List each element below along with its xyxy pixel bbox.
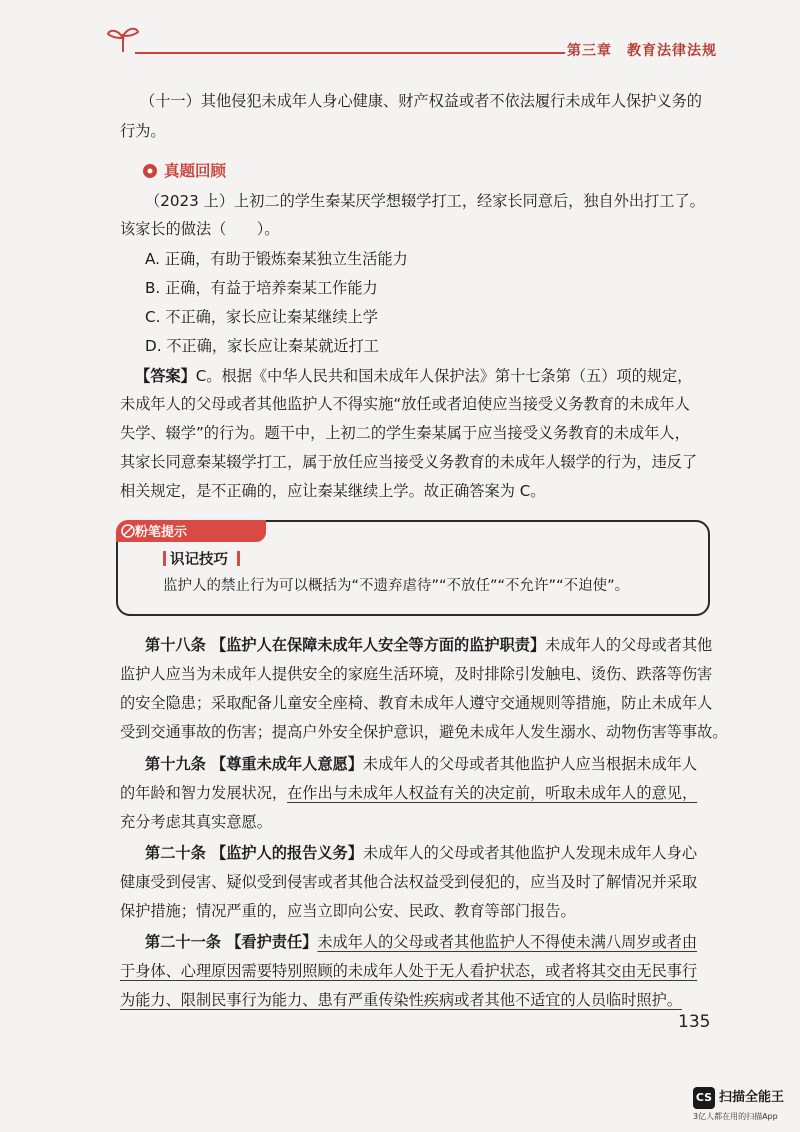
art18-line4: 受到交通事故的伤害；提高户外安全保护意识，避免未成年人发生溺水、动物伤害等事故。 <box>120 723 728 741</box>
header-rule <box>135 52 565 54</box>
art20-line2: 健康受到侵害、疑似受到侵害或者其他合法权益受到侵犯的，应当及时了解情况并采取 <box>120 873 698 891</box>
answer-line4: 其家长同意秦某辍学打工，属于放任应当接受义务教育的未成年人辍学的行为，违反了 <box>120 453 698 471</box>
camscanner-name: 扫描全能王 <box>719 1090 785 1105</box>
item11-line2: 行为。 <box>120 122 166 140</box>
tip-tab-label: 粉笔提示 <box>135 525 188 540</box>
tip-bar-right <box>237 551 240 566</box>
option-c: C. 不正确，家长应让秦某继续上学 <box>145 308 378 326</box>
art21-line2: 于身体、心理原因需要特别照顾的未成年人处于无人看护状态，或者将其交由无民事行 <box>120 962 698 980</box>
question-line2: 该家长的做法（ ）。 <box>120 220 280 238</box>
art19-head: 第十九条 【尊重未成年人意愿】 <box>145 755 363 773</box>
option-a: A. 正确，有助于锻炼秦某独立生活能力 <box>145 250 408 268</box>
art20-head: 第二十条 【监护人的报告义务】 <box>145 844 363 862</box>
art20-line3: 保护措施；情况严重的，应当立即向公安、民政、教育等部门报告。 <box>120 902 576 920</box>
answer-line5: 相关规定，是不正确的，应让秦某继续上学。故正确答案为 C。 <box>120 482 546 500</box>
page-number: 135 <box>678 1012 711 1032</box>
art20-line1-rest: 未成年人的父母或者其他监护人发现未成年人身心 <box>362 844 698 862</box>
tip-subtitle: 识记技巧 <box>170 552 228 568</box>
art18-head: 第十八条 【监护人在保障未成年人安全等方面的监护职责】 <box>145 636 546 654</box>
review-title: 真题回顾 <box>164 162 227 180</box>
art18-line3: 的安全隐患；采取配备儿童安全座椅、教育未成年人遵守交通规则等措施，防止未成年人 <box>120 694 713 712</box>
item11-line1: （十一）其他侵犯未成年人身心健康、财产权益或者不依法履行未成年人保护义务的 <box>140 92 702 110</box>
tip-content: 监护人的禁止行为可以概括为“不遗弃虐待”“不放任”“不允许”“不迫使”。 <box>163 578 630 594</box>
tip-bar-left <box>163 551 166 566</box>
art19-line1-rest: 未成年人的父母或者其他监护人应当根据未成年人 <box>362 755 698 773</box>
answer-line1-text: C。根据《中华人民共和国未成年人保护法》第十七条第（五）项的规定， <box>195 367 693 385</box>
art21-line3: 为能力、限制民事行为能力、患有严重传染性疾病或者其他不适宜的人员临时照护。 <box>120 991 682 1009</box>
art18-line2: 监护人应当为未成年人提供安全的家庭生活环境，及时排除引发触电、烫伤、跌落等伤害 <box>120 665 713 683</box>
art19-line2 <box>120 778 697 808</box>
art21-line1 <box>145 927 697 957</box>
art19-line2b: 在作出与未成年人权益有关的决定前，听取未成年人的意见， <box>287 784 698 802</box>
question-line1: （2023 上）上初二的学生秦某厌学想辍学打工，经家长同意后，独自外出打工了。 <box>145 192 705 210</box>
art19-line2a: 的年龄和智力发展状况， <box>120 784 288 802</box>
option-b: B. 正确，有益于培养秦某工作能力 <box>145 279 378 297</box>
answer-label: 【答案】 <box>135 367 196 385</box>
art19-line3: 充分考虑其真实意愿。 <box>120 813 272 831</box>
art21-line1-rest: 未成年人的父母或者其他监护人不得使未满八周岁或者由 <box>317 933 698 951</box>
camscanner-logo: CS <box>693 1087 715 1109</box>
art20-line1 <box>145 838 697 868</box>
flower-icon <box>142 163 158 179</box>
art21-head: 第二十一条 【看护责任】 <box>145 933 318 951</box>
camscanner-slogan: 3亿人都在用的扫描App <box>693 1112 778 1121</box>
chapter-title: 第三章 教育法律法规 <box>567 43 717 59</box>
art18-line1-rest: 未成年人的父母或者其他 <box>545 636 713 654</box>
art18-line1 <box>145 630 712 660</box>
sprout-icon <box>105 24 141 54</box>
answer-line2: 未成年人的父母或者其他监护人不得实施“放任或者迫使应当接受义务教育的未成年人 <box>120 395 690 413</box>
answer-line3: 失学、辍学”的行为。题干中，上初二的学生秦某属于应当接受义务教育的未成年人， <box>120 424 690 442</box>
answer-line1 <box>135 361 692 391</box>
option-d: D. 不正确，家长应让秦某就近打工 <box>145 337 379 355</box>
art19-line1 <box>145 749 697 779</box>
chalk-icon <box>121 524 135 538</box>
